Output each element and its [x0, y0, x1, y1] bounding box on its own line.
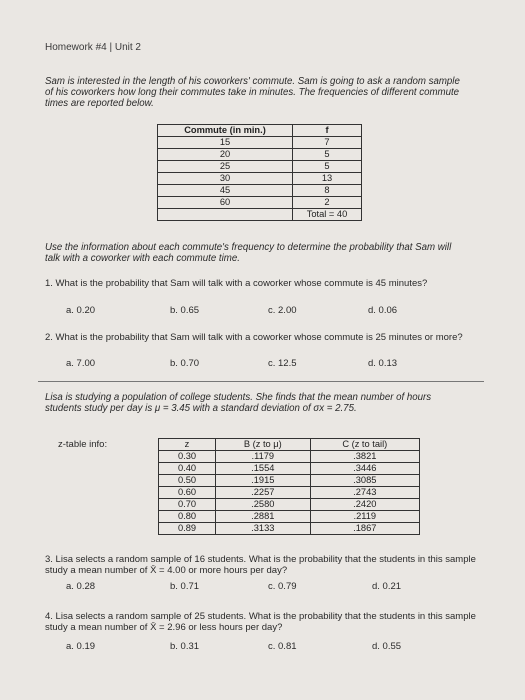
ztable-row [159, 463, 420, 475]
commute-row [158, 149, 362, 161]
ztable-row [159, 451, 420, 463]
q4-choice-d: d. 0.55 [372, 641, 402, 652]
ztable-row [159, 523, 420, 535]
ztable-row [159, 475, 420, 487]
z-value-cell: 0.80 [159, 511, 216, 523]
b-value-cell: .2580 [216, 499, 311, 511]
z-value-cell: 0.60 [159, 487, 216, 499]
c-value-cell: .3446 [310, 463, 419, 475]
frequency-header: f [293, 125, 362, 137]
commute-minutes-cell: 15 [158, 137, 293, 149]
q4-choice-b: b. 0.31 [170, 641, 200, 652]
q4-choice-a: a. 0.19 [66, 641, 96, 652]
commute-frequency-cell: 5 [293, 161, 362, 173]
b-value-cell: .1554 [216, 463, 311, 475]
q3-choice-c: c. 0.79 [268, 581, 297, 592]
z-value-cell: 0.30 [159, 451, 216, 463]
q3-choice-a: a. 0.28 [66, 581, 96, 592]
commute-row [158, 197, 362, 209]
b-value-cell: .2881 [216, 511, 311, 523]
b-header: B (z to μ) [216, 439, 311, 451]
z-value-cell: 0.89 [159, 523, 216, 535]
b-value-cell: .1179 [216, 451, 311, 463]
z-header: z [159, 439, 216, 451]
commute-header: Commute (in min.) [158, 125, 293, 137]
q1-choice-a: a. 0.20 [66, 305, 96, 316]
commute-intro: Sam is interested in the length of his coworkers' commute. Sam is going to ask a random sample of his coworkers how long their commutes take in minutes. The frequencies of different commute times are reported below. [45, 76, 460, 110]
z-table [158, 438, 420, 535]
q1-choice-d: d. 0.06 [368, 305, 398, 316]
z-value-cell: 0.50 [159, 475, 216, 487]
b-value-cell: .1915 [216, 475, 311, 487]
c-value-cell: .3821 [310, 451, 419, 463]
c-value-cell: .2119 [310, 511, 419, 523]
q3-choice-d: d. 0.21 [372, 581, 402, 592]
z-value-cell: 0.40 [159, 463, 216, 475]
commute-row [158, 161, 362, 173]
lisa-intro: Lisa is studying a population of college students. She finds that the mean number of hours students study per day is μ = 3.45 with a standard deviation of σx = 2.75. [45, 392, 432, 415]
commute-minutes-cell: 60 [158, 197, 293, 209]
q2-choice-d: d. 0.13 [368, 358, 398, 369]
commute-frequency-cell: 2 [293, 197, 362, 209]
probability-instruction: Use the information about each commute's frequency to determine the probability that Sam will talk with a coworker with each commute time. [45, 242, 452, 265]
commute-frequency-cell: 13 [293, 173, 362, 185]
commute-row [158, 185, 362, 197]
section-divider [38, 381, 484, 382]
q1-choice-c: c. 2.00 [268, 305, 297, 316]
commute-minutes-cell: 45 [158, 185, 293, 197]
page-header: Homework #4 | Unit 2 [45, 42, 141, 53]
b-value-cell: .2257 [216, 487, 311, 499]
q1-choice-b: b. 0.65 [170, 305, 200, 316]
question-4: 4. Lisa selects a random sample of 25 students. What is the probability that the students in this sample study a mean number of X̄ = 2.96 or less hours per day? [45, 611, 476, 633]
commute-total: Total = 40 [293, 209, 362, 221]
question-2: 2. What is the probability that Sam will talk with a coworker whose commute is 25 minutes or more? [45, 332, 463, 343]
c-value-cell: .2743 [310, 487, 419, 499]
ztable-row [159, 511, 420, 523]
q2-choice-a: a. 7.00 [66, 358, 96, 369]
q4-choice-c: c. 0.81 [268, 641, 297, 652]
commute-minutes-cell: 25 [158, 161, 293, 173]
commute-frequency-cell: 7 [293, 137, 362, 149]
ztable-row [159, 499, 420, 511]
commute-frequency-table [157, 124, 362, 221]
commute-row [158, 137, 362, 149]
commute-minutes-cell: 20 [158, 149, 293, 161]
commute-frequency-cell: 5 [293, 149, 362, 161]
commute-row [158, 173, 362, 185]
c-value-cell: .1867 [310, 523, 419, 535]
q2-choice-b: b. 0.70 [170, 358, 200, 369]
question-3: 3. Lisa selects a random sample of 16 students. What is the probability that the students in this sample study a mean number of X̄ = 4.00 or more hours per day? [45, 554, 476, 576]
q2-choice-c: c. 12.5 [268, 358, 297, 369]
question-1: 1. What is the probability that Sam will talk with a coworker whose commute is 45 minutes? [45, 278, 428, 289]
c-header: C (z to tail) [310, 439, 419, 451]
q3-choice-b: b. 0.71 [170, 581, 200, 592]
c-value-cell: .2420 [310, 499, 419, 511]
b-value-cell: .3133 [216, 523, 311, 535]
ztable-label: z-table info: [58, 439, 108, 450]
commute-frequency-cell: 8 [293, 185, 362, 197]
ztable-row [159, 487, 420, 499]
z-value-cell: 0.70 [159, 499, 216, 511]
commute-minutes-cell: 30 [158, 173, 293, 185]
c-value-cell: .3085 [310, 475, 419, 487]
